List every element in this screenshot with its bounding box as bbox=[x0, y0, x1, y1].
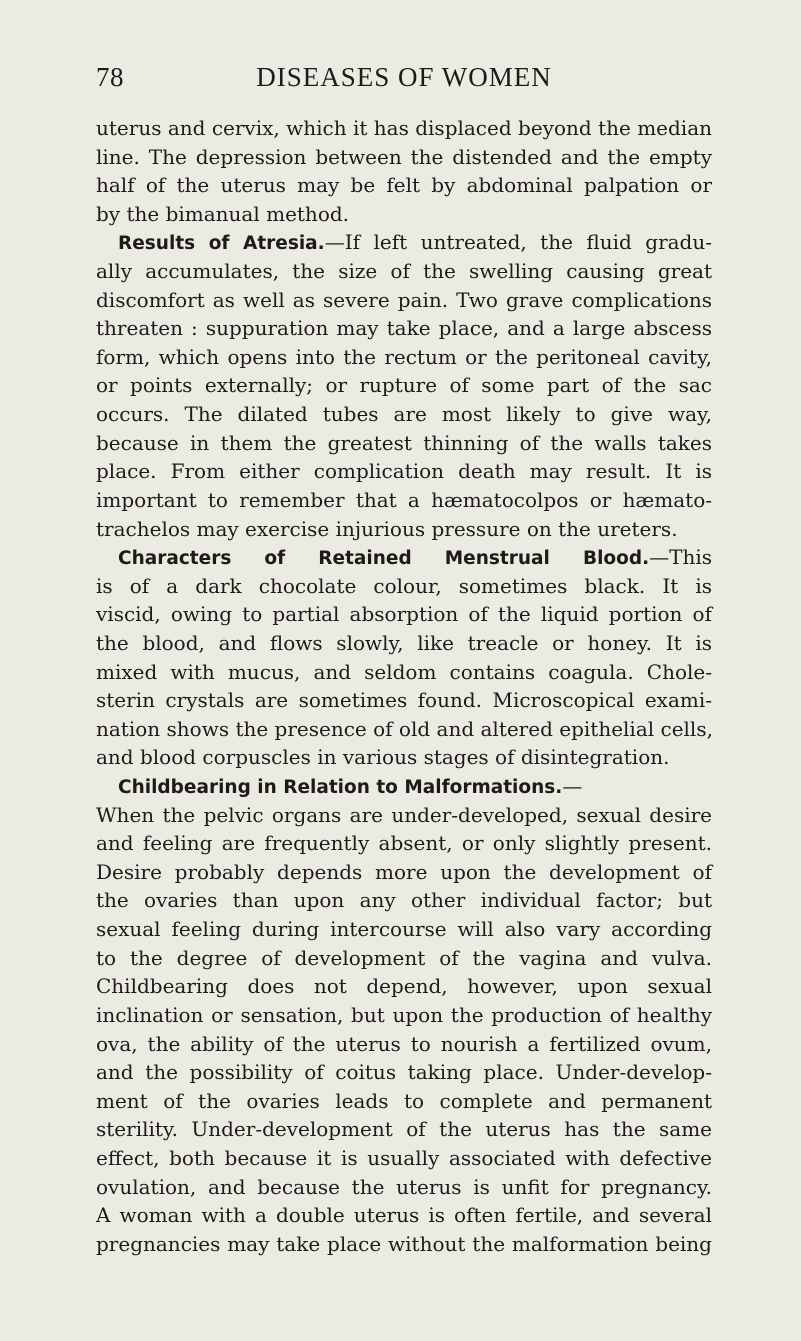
text-line: threaten : suppuration may take place, and a large abscess bbox=[96, 316, 712, 341]
text-line: viscid, owing to partial absorption of the liquid portion of bbox=[96, 602, 712, 627]
text-line: sexual feeling during intercourse will also vary according bbox=[96, 917, 712, 942]
text-line: sterin crystals are sometimes found. Microscopical exami- bbox=[96, 688, 712, 713]
page-number: 78 bbox=[96, 62, 124, 92]
text-line: ally accumulates, the size of the swelling causing great bbox=[96, 259, 712, 284]
text-line: and blood corpuscles in various stages of disintegration. bbox=[96, 745, 670, 770]
section-heading-retained-menstrual-blood: Characters of Retained Menstrual Blood. bbox=[118, 548, 650, 570]
text-line: because in them the greatest thinning of the walls takes bbox=[96, 430, 712, 455]
text-line: effect, both because it is usually associated with defective bbox=[96, 1145, 712, 1170]
text-line: mixed with mucus, and seldom contains coagula. Chole- bbox=[96, 659, 712, 684]
text-line: and feeling are frequently absent, or only slightly present. bbox=[96, 831, 712, 856]
text-line: sterility. Under-development of the uterus has the same bbox=[96, 1117, 712, 1142]
text-line: nation shows the presence of old and altered epithelial cells, bbox=[96, 716, 713, 741]
text-line: uterus and cervix, which it has displaced beyond the median bbox=[96, 116, 712, 140]
text-line: half of the uterus may be felt by abdominal palpation or bbox=[96, 173, 712, 198]
section-heading-childbearing-malformations: Childbearing in Relation to Malformations. bbox=[118, 777, 563, 799]
text-line: trachelos may exercise injurious pressure on the ureters. bbox=[96, 516, 678, 541]
text-line: ovulation, and because the uterus is unfit for pregnancy. bbox=[96, 1174, 712, 1199]
text-line: or points externally; or rupture of some part of the sac bbox=[96, 373, 712, 398]
text-line: to the degree of development of the vagina and vulva. bbox=[96, 945, 712, 970]
text-line: When the pelvic organs are under-developed, sexual desire bbox=[96, 802, 712, 827]
text-line: Desire probably depends more upon the development of bbox=[96, 859, 712, 884]
text-line: form, which opens into the rectum or the peritoneal cavity, bbox=[96, 344, 712, 369]
section-heading-line: Childbearing in Relation to Malformations.— bbox=[118, 774, 583, 799]
text-line: A woman with a double uterus is often fertile, and several bbox=[96, 1203, 712, 1228]
running-title: DISEASES OF WOMEN bbox=[256, 62, 552, 92]
text-line: the ovaries than upon any other individual factor; but bbox=[96, 888, 712, 913]
text-line: ova, the ability of the uterus to nourish a fertilized ovum, bbox=[96, 1031, 712, 1056]
body-text bbox=[96, 114, 712, 1258]
text-line: important to remember that a hæmatocolpos or hæmato- bbox=[96, 487, 712, 512]
section-heading-line: Characters of Retained Menstrual Blood.—This bbox=[118, 545, 712, 570]
text-line: pregnancies may take place without the malformation being bbox=[96, 1231, 712, 1256]
text-line: the blood, and flows slowly, like treacle or honey. It is bbox=[96, 630, 712, 655]
text-line: inclination or sensation, but upon the production of healthy bbox=[96, 1002, 712, 1027]
text-line: place. From either complication death may result. It is bbox=[96, 459, 712, 484]
text-line: discomfort as well as severe pain. Two grave complications bbox=[96, 287, 712, 312]
text-line: and the possibility of coitus taking place. Under-develop- bbox=[96, 1060, 712, 1085]
section-heading-line: Results of Atresia.—If left untreated, the fluid gradu- bbox=[118, 230, 712, 255]
text-line: ment of the ovaries leads to complete and permanent bbox=[96, 1088, 712, 1113]
text-line: occurs. The dilated tubes are most likely to give way, bbox=[96, 402, 712, 427]
running-head bbox=[96, 62, 712, 96]
section-heading-results-of-atresia: Results of Atresia. bbox=[118, 233, 325, 255]
text-line: Childbearing does not depend, however, upon sexual bbox=[96, 974, 712, 999]
text-line: is of a dark chocolate colour, sometimes black. It is bbox=[96, 573, 712, 598]
text-line: by the bimanual method. bbox=[96, 201, 350, 226]
text-line: line. The depression between the distended and the empty bbox=[96, 144, 712, 169]
